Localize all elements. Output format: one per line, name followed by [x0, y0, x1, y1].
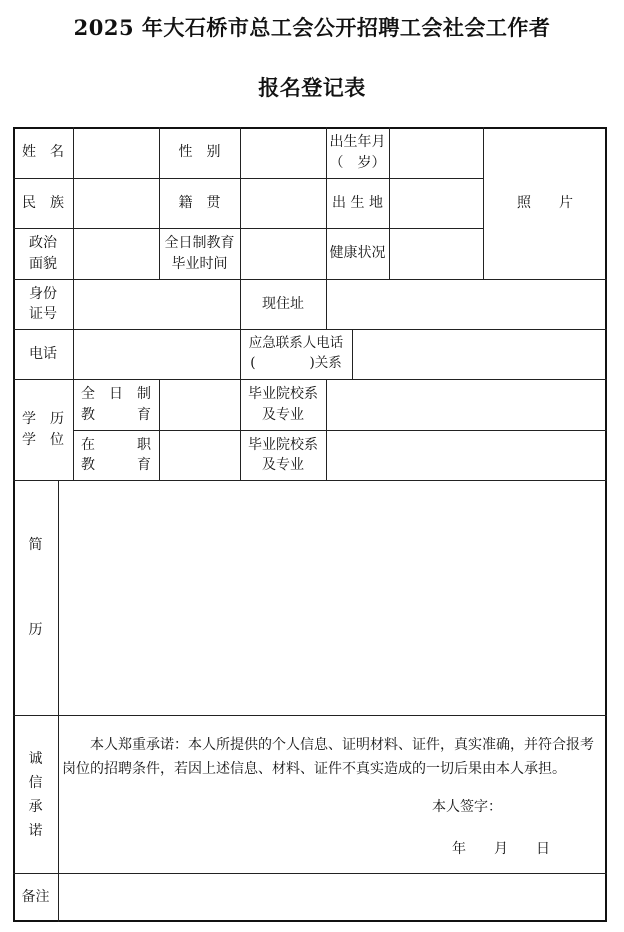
gender-label: 性 别 — [178, 144, 221, 161]
fulltime-graduation-label: 全日制教育 毕业时间 — [164, 235, 235, 272]
signature-label: 本人签字： — [432, 799, 502, 815]
native-place-label: 籍 贯 — [178, 194, 221, 211]
inservice-school-major-label: 毕业院校系 及专业 — [248, 436, 318, 473]
emergency-contact-field[interactable] — [353, 330, 607, 379]
birth-date-label: 出生年月 （ 岁） — [329, 134, 386, 171]
resume-field[interactable] — [59, 481, 607, 715]
birthplace-field[interactable] — [390, 179, 483, 228]
political-status-field[interactable] — [74, 229, 159, 279]
emergency-contact-label: 应急联系人电话 ( )关系 — [248, 335, 344, 371]
phone-label: 电话 — [29, 345, 57, 362]
id-number-label: 身份 证号 — [29, 285, 57, 322]
document-subtitle: 报名登记表 — [258, 75, 366, 100]
resume-label-char-1: 简 — [28, 536, 43, 553]
photo-area[interactable]: 照 片 — [517, 194, 573, 211]
document-title: 2025 年大石桥市总工会公开招聘工会社会工作者 — [73, 15, 551, 40]
inservice-education-label: 在 职 教 育 — [81, 436, 151, 473]
address-label: 现住址 — [262, 295, 304, 312]
native-place-field[interactable] — [241, 179, 326, 228]
name-label: 姓 名 — [22, 144, 64, 161]
remarks-field[interactable] — [59, 874, 607, 920]
name-field[interactable] — [74, 128, 159, 178]
fulltime-school-major-label: 毕业院校系 及专业 — [248, 386, 318, 423]
education-degree-label: 学 历 学 位 — [22, 411, 64, 448]
address-field[interactable] — [327, 280, 607, 329]
date-label: 年 月 日 — [452, 841, 550, 857]
health-status-field[interactable] — [390, 229, 483, 279]
fulltime-education-field[interactable] — [160, 380, 240, 430]
gender-field[interactable] — [241, 128, 326, 178]
id-number-field[interactable] — [74, 280, 240, 329]
political-status-label: 政治 面貌 — [29, 235, 57, 272]
inservice-education-field[interactable] — [160, 431, 240, 480]
phone-field[interactable] — [74, 330, 240, 379]
ethnicity-label: 民 族 — [22, 194, 64, 211]
ethnicity-field[interactable] — [74, 179, 159, 228]
fulltime-school-major-field[interactable] — [327, 380, 607, 430]
remarks-label: 备注 — [21, 889, 50, 906]
health-status-label: 健康状况 — [329, 245, 386, 262]
grid-line — [13, 715, 607, 716]
birth-date-field[interactable] — [390, 128, 483, 178]
resume-label-char-2: 历 — [28, 621, 43, 638]
signature-field[interactable] — [500, 792, 600, 818]
inservice-school-major-field[interactable] — [327, 431, 607, 480]
fulltime-education-label: 全 日 制 教 育 — [81, 386, 151, 423]
birthplace-label: 出 生 地 — [332, 194, 383, 211]
pledge-label: 诚 信 承 诺 — [28, 751, 43, 839]
pledge-text: 本人郑重承诺：本人所提供的个人信息、证明材料、证件，真实准确，并符合报考岗位的招聘条件，若因上述信息、材料、证件不真实造成的一切后果由本人承担。 — [62, 737, 594, 777]
fulltime-graduation-field[interactable] — [241, 229, 326, 279]
